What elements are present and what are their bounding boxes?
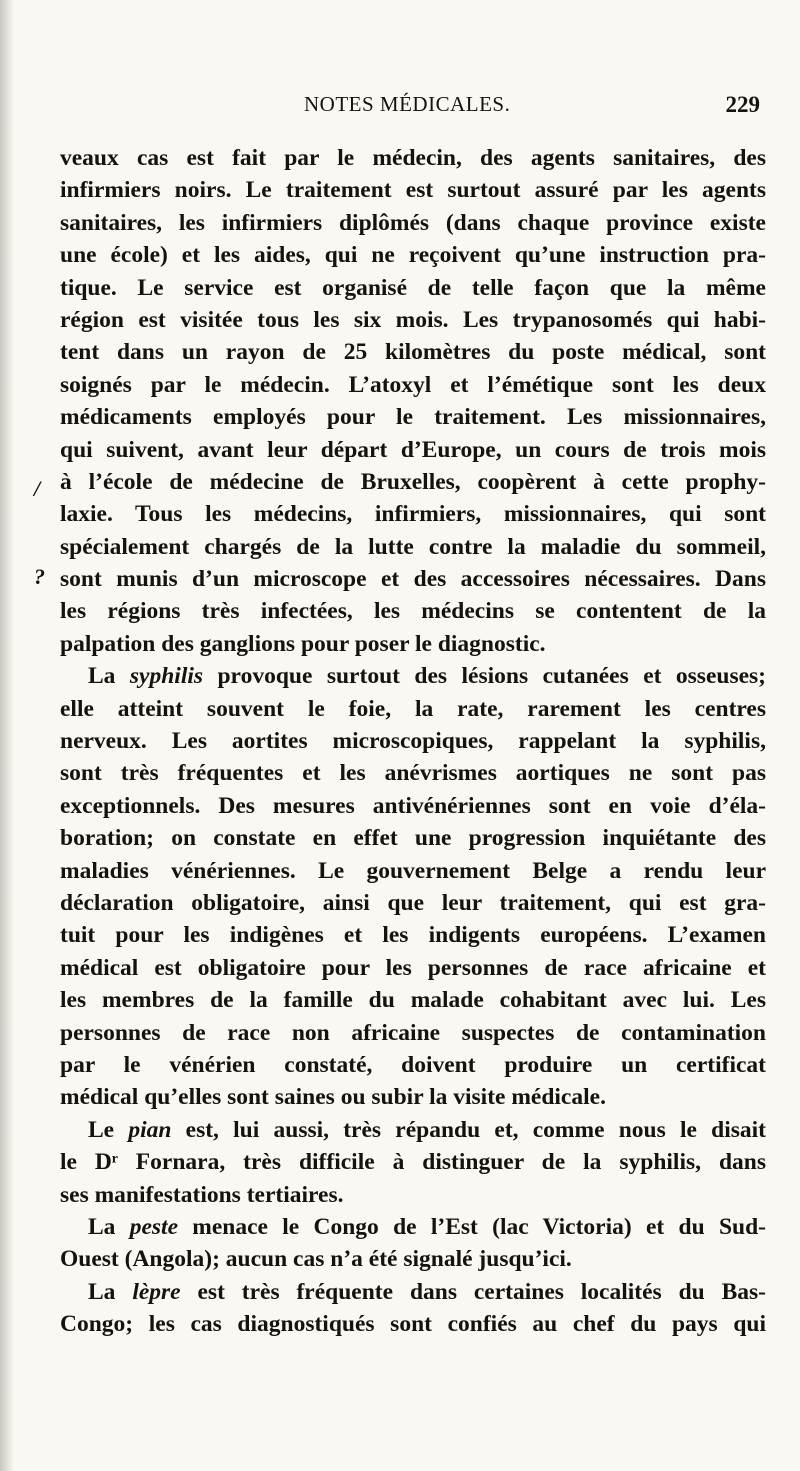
text-line: elle atteint souvent le foie, la rate, rarement les centres: [60, 695, 766, 722]
text-segment: La: [88, 663, 130, 690]
italic-term: lèpre: [132, 1278, 181, 1305]
text-line: par le vénérien constaté, doivent produire un certificat: [60, 1051, 766, 1078]
text-line: une école) et les aides, qui ne reçoivent qu’une instruction pra-: [60, 242, 766, 269]
page-number: 229: [725, 92, 760, 117]
text-line: sont très fréquentes et les anévrismes aortiques ne sont pas: [60, 760, 766, 787]
text-line: médical est obligatoire pour les personnes de race africaine et: [60, 954, 766, 981]
text-line: personnes de race non africaine suspectes de contamination: [60, 1019, 766, 1046]
text-line: soignés par le médecin. L’atoxyl et l’émétique sont les deux: [60, 371, 766, 398]
margin-mark: ?: [34, 564, 45, 589]
text-line: Congo; les cas diagnostiqués sont confiés au chef du pays qui: [60, 1311, 766, 1338]
text-segment: menace le Congo de l’Est (lac Victoria) et du Sud-: [178, 1213, 766, 1240]
text-line: médical qu’elles sont saines ou subir la visite médicale.: [60, 1084, 606, 1111]
text-segment: est, lui aussi, très répandu et, comme nous le disait: [171, 1116, 766, 1143]
page-gutter-shadow: [0, 0, 14, 1471]
text-line: veaux cas est fait par le médecin, des agents sanitaires, des: [60, 145, 766, 171]
text-line: le Dʳ Fornara, très difficile à distinguer de la syphilis, dans: [60, 1149, 766, 1176]
text-line: exceptionnels. Des mesures antivénériennes sont en voie d’éla-: [60, 792, 766, 819]
text-line: [60, 1276, 766, 1308]
text-segment: provoque surtout des lésions cutanées et osseuses;: [203, 663, 766, 690]
text-line: médicaments employés pour le traitement. Les missionnaires,: [60, 404, 766, 431]
text-line: boration; on constate en effet une progression inquiétante des: [60, 825, 766, 852]
text-line: [60, 660, 766, 692]
text-line: laxie. Tous les médecins, infirmiers, missionnaires, qui sont: [60, 501, 766, 528]
text-line: tique. Le service est organisé de telle façon que la même: [60, 274, 766, 301]
text-segment: Le: [88, 1116, 129, 1143]
italic-term: syphilis: [129, 663, 204, 690]
text-line: sanitaires, les infirmiers diplômés (dans chaque province existe: [60, 209, 766, 236]
text-line: déclaration obligatoire, ainsi que leur traitement, qui est gra-: [60, 889, 766, 916]
text-line: qui suivent, avant leur départ d’Europe, un cours de trois mois: [60, 436, 766, 463]
text-line: Ouest (Angola); aucun cas n’a été signalé jusqu’ici.: [60, 1246, 572, 1273]
text-segment: La: [88, 1213, 130, 1240]
text-line: maladies vénériennes. Le gouvernement Belge a rendu leur: [60, 857, 766, 884]
margin-mark: /: [34, 476, 41, 501]
italic-term: pian: [128, 1116, 172, 1143]
body-text: [60, 142, 766, 1340]
text-segment: est très fréquente dans certaines localités du Bas-: [180, 1278, 766, 1305]
text-line: infirmiers noirs. Le traitement est surtout assuré par les agents: [60, 177, 766, 204]
text-line: spécialement chargés de la lutte contre la maladie du sommeil,: [60, 533, 766, 560]
text-line: sont munis d’un microscope et des accessoires nécessaires. Dans: [60, 566, 766, 593]
text-line: palpation des ganglions pour poser le diagnostic.: [60, 630, 546, 657]
text-line: tent dans un rayon de 25 kilomètres du poste médical, sont: [60, 339, 766, 366]
text-segment: La: [88, 1278, 133, 1305]
page-header: [60, 92, 766, 126]
text-line: [60, 1211, 766, 1243]
text-line: région est visitée tous les six mois. Les trypanosomés qui habi-: [60, 306, 766, 333]
text-line: tuit pour les indigènes et les indigents européens. L’examen: [60, 922, 766, 949]
text-line: les régions très infectées, les médecins se contentent de la: [60, 598, 766, 625]
running-head: NOTES MÉDICALES.: [304, 92, 511, 116]
text-line: ses manifestations tertiaires.: [60, 1181, 344, 1208]
text-line: les membres de la famille du malade cohabitant avec lui. Les: [60, 987, 766, 1014]
text-line: [60, 1114, 766, 1146]
italic-term: peste: [129, 1213, 179, 1240]
text-line: à l’école de médecine de Bruxelles, coopèrent à cette prophy-: [60, 468, 766, 495]
text-line: nerveux. Les aortites microscopiques, rappelant la syphilis,: [60, 728, 766, 755]
